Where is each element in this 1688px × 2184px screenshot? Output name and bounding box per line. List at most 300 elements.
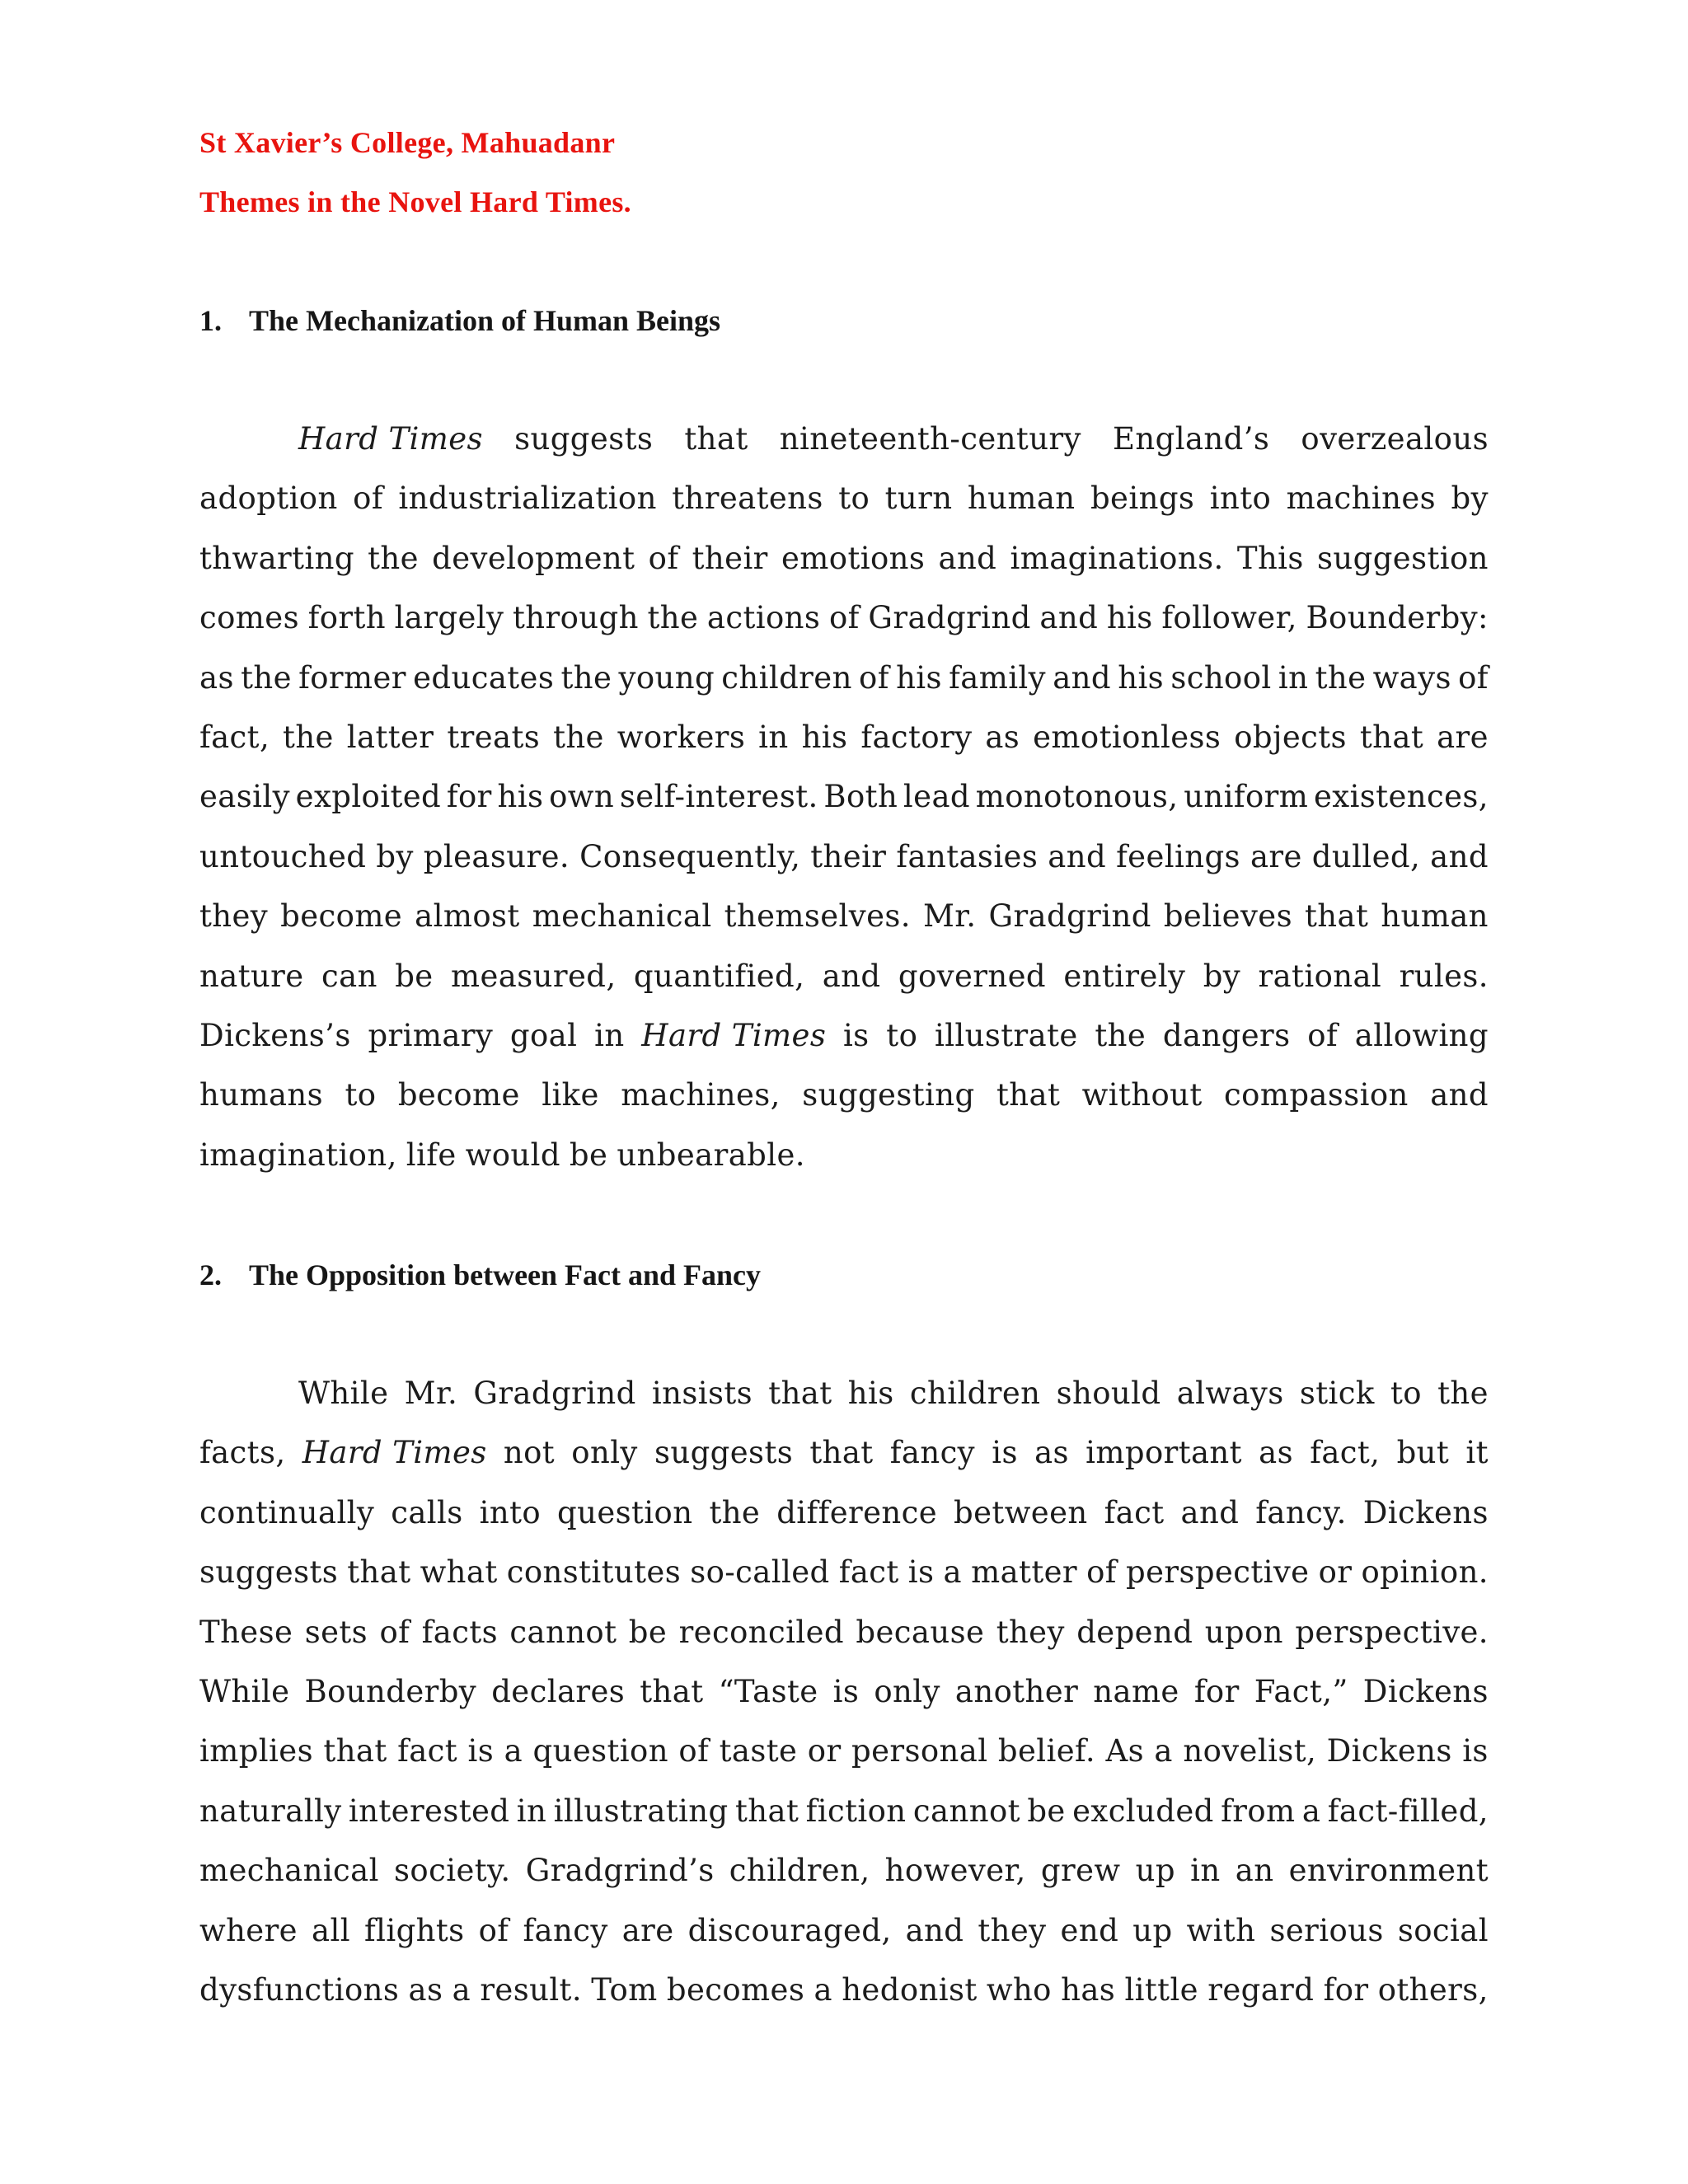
word: perspective (1125, 1554, 1310, 1591)
word: to (886, 1017, 918, 1053)
word: only (874, 1673, 940, 1709)
word: are (1437, 719, 1489, 755)
word: Dickens’s (199, 1017, 351, 1053)
word: become (280, 898, 403, 935)
word: dysfunctions (199, 1971, 400, 2008)
word: to (1390, 1376, 1422, 1411)
document-title: Themes in the Novel Hard Times. (199, 185, 631, 218)
paragraph-line (199, 1135, 1489, 1194)
word: and (822, 958, 881, 994)
word: is (992, 1435, 1018, 1471)
word: machines (1286, 480, 1437, 517)
word: reconciled (678, 1614, 844, 1650)
word: England’s (1112, 421, 1270, 457)
word: facts (421, 1614, 498, 1650)
word: workers (617, 719, 746, 755)
word: suggests (199, 1554, 339, 1591)
word: taste (719, 1733, 798, 1769)
section-1-paragraph (199, 419, 1489, 1194)
word: the (553, 719, 604, 755)
word: fact (1104, 1494, 1165, 1530)
word: in (1278, 659, 1309, 696)
word: his (497, 779, 544, 815)
word: Both (823, 779, 898, 815)
word: cannot (912, 1793, 1020, 1829)
word: educates (413, 659, 555, 696)
word: factory (860, 719, 973, 755)
word: nature (199, 958, 304, 994)
word: mechanical (199, 1853, 379, 1889)
word: fiction (805, 1793, 907, 1829)
word: human (1381, 898, 1489, 935)
section-1-title: The Mechanization of Human Beings (249, 304, 721, 337)
word: interested (348, 1793, 510, 1829)
word: unbearable. (617, 1137, 805, 1173)
word: Mr. (922, 898, 977, 935)
word: declares (491, 1673, 626, 1709)
word: fact, (1310, 1435, 1381, 1471)
word: imagination, (199, 1137, 397, 1173)
word: “Taste (718, 1673, 818, 1709)
word: largely (394, 600, 504, 636)
word: implies (199, 1733, 313, 1769)
word: a (1154, 1733, 1173, 1769)
word: human (967, 480, 1076, 517)
paragraph-line (199, 598, 1489, 657)
word: by (376, 838, 414, 874)
word: comes (199, 600, 299, 636)
word: in (594, 1017, 625, 1053)
word: and (1039, 600, 1099, 636)
word: end (1060, 1912, 1119, 1948)
word: latter (346, 719, 434, 755)
italic-title: Hard Times (302, 1435, 487, 1471)
word: the (560, 659, 612, 696)
word: be (395, 958, 434, 994)
word: overzealous (1301, 421, 1489, 457)
paragraph-line (199, 1373, 1489, 1432)
word: become (397, 1077, 520, 1113)
word: of (379, 1614, 410, 1650)
word: are (1250, 838, 1302, 874)
word: hedonist (842, 1971, 978, 2008)
word: of (828, 600, 860, 636)
word: is (467, 1733, 495, 1769)
word: calls (391, 1494, 463, 1530)
word: cannot (509, 1614, 617, 1650)
word: monotonous, (975, 779, 1179, 815)
word: serious (1269, 1912, 1384, 1948)
word: in (1190, 1853, 1221, 1889)
word: constitutes (506, 1554, 682, 1591)
word: without (1081, 1077, 1203, 1113)
word: ways (1372, 659, 1451, 696)
word: others, (1377, 1971, 1489, 2008)
word: and (1053, 659, 1111, 696)
paragraph-line (199, 837, 1489, 896)
word: of (859, 659, 889, 696)
word: discouraged, (687, 1912, 892, 1948)
paragraph-line (199, 1075, 1489, 1134)
word: dulled, (1311, 838, 1421, 874)
word: flights (364, 1912, 465, 1948)
word: primary (368, 1017, 494, 1053)
word: of (678, 1733, 710, 1769)
word: should (1056, 1376, 1161, 1411)
paragraph-line (199, 1970, 1489, 2029)
word: of (648, 540, 679, 576)
word: Tom (591, 1971, 658, 2008)
word: regard (1207, 1971, 1315, 2008)
section-2-title: The Opposition between Fact and Fancy (249, 1258, 762, 1291)
word: fact, (199, 719, 270, 755)
word: entirely (1063, 958, 1186, 994)
word: and (1430, 1077, 1489, 1113)
word: because (856, 1614, 985, 1650)
word: for (446, 779, 492, 815)
paragraph-line (199, 478, 1489, 537)
word: Fact,” (1254, 1673, 1348, 1709)
word: the (1315, 659, 1367, 696)
word: school (1170, 659, 1272, 696)
word: through (513, 600, 639, 636)
word: that (1359, 719, 1424, 755)
word: like (542, 1077, 599, 1113)
word: development (432, 540, 635, 576)
word: belief. (997, 1733, 1095, 1769)
word: fact (397, 1733, 458, 1769)
word: all (312, 1912, 350, 1948)
word: emotions (781, 540, 926, 576)
word: that (323, 1733, 387, 1769)
word: Bounderby (304, 1673, 477, 1709)
word: emotionless (1033, 719, 1221, 755)
word: fact (838, 1554, 899, 1591)
word: what (420, 1554, 498, 1591)
word: question (557, 1494, 693, 1530)
word: children, (729, 1853, 870, 1889)
word: as (199, 659, 234, 696)
word: suggests (514, 421, 654, 457)
word: his (847, 1376, 894, 1411)
word: as (1259, 1435, 1294, 1471)
word: the (647, 600, 699, 636)
word: quantified, (633, 958, 805, 994)
word: goal (509, 1017, 578, 1053)
word: as (1034, 1435, 1069, 1471)
word: by (1203, 958, 1241, 994)
word: is (907, 1554, 935, 1591)
word: While (199, 1673, 290, 1709)
word: of (353, 480, 383, 517)
word: environment (1288, 1853, 1489, 1889)
word: Gradgrind’s (525, 1853, 715, 1889)
word: forth (307, 600, 386, 636)
word: imaginations. (1010, 540, 1224, 576)
word: rational (1258, 958, 1382, 994)
word: fantasies (896, 838, 1039, 874)
word: lead (903, 779, 970, 815)
word: Gradgrind (988, 898, 1151, 935)
word: that (996, 1077, 1061, 1113)
word: Gradgrind (868, 600, 1031, 636)
word: from (1221, 1793, 1296, 1829)
word: be (1027, 1793, 1066, 1829)
word: life (406, 1137, 457, 1173)
word: that (768, 1376, 832, 1411)
word: to (838, 480, 870, 517)
word: uniform (1184, 779, 1309, 815)
word: children (721, 659, 852, 696)
word: by (1451, 480, 1489, 517)
word: a (1301, 1793, 1321, 1829)
word: follower, (1161, 600, 1297, 636)
word: always (1176, 1376, 1284, 1411)
word: While (298, 1376, 389, 1411)
word: and (905, 1912, 964, 1948)
paragraph-line (199, 896, 1489, 955)
word: personal (851, 1733, 988, 1769)
word: upon (1204, 1614, 1283, 1650)
word: that (640, 1673, 704, 1709)
word: Dickens (1362, 1673, 1489, 1709)
word: the (709, 1494, 761, 1530)
word: actions (706, 600, 821, 636)
word: themselves. (724, 898, 911, 935)
word: easily (199, 779, 290, 815)
word: depend (1076, 1614, 1193, 1650)
word: that (809, 1435, 874, 1471)
word: a (504, 1733, 523, 1769)
word: dangers (1162, 1017, 1291, 1053)
paragraph-line (199, 538, 1489, 598)
word: and (938, 540, 997, 576)
word: mechanical (532, 898, 712, 935)
word: of (1458, 659, 1489, 696)
word: but (1396, 1435, 1450, 1471)
word: Mr. (404, 1376, 458, 1411)
word: with (1186, 1912, 1256, 1948)
word: almost (415, 898, 520, 935)
paragraph-line (199, 717, 1489, 776)
word: children (909, 1376, 1041, 1411)
word: they (199, 898, 269, 935)
word: excluded (1072, 1793, 1214, 1829)
word: beings (1090, 480, 1195, 517)
word: self-interest. (619, 779, 818, 815)
word: humans (199, 1077, 324, 1113)
word: facts, (199, 1435, 286, 1471)
section-1-number: 1. (199, 304, 222, 337)
word: adoption (199, 480, 338, 517)
word: that (1305, 898, 1369, 935)
word: Gradgrind (473, 1376, 636, 1411)
word: exploited (295, 779, 442, 815)
paragraph-line (199, 1432, 1489, 1492)
word: difference (776, 1494, 938, 1530)
word: between (954, 1494, 1088, 1530)
word: illustrate (934, 1017, 1078, 1053)
paragraph-line (199, 1850, 1489, 1910)
word: compassion (1224, 1077, 1409, 1113)
paragraph-line (199, 776, 1489, 836)
word: As (1105, 1733, 1144, 1769)
word: another (954, 1673, 1079, 1709)
word: This (1236, 540, 1304, 576)
word: stick (1299, 1376, 1375, 1411)
word: are (621, 1912, 674, 1948)
word: nineteenth-century (779, 421, 1081, 457)
word: naturally (199, 1793, 342, 1829)
word: little (1124, 1971, 1198, 2008)
word: for (1193, 1673, 1240, 1709)
word: a (814, 1971, 832, 2008)
word: or (807, 1733, 842, 1769)
word: where (199, 1912, 298, 1948)
word: suggesting (802, 1077, 975, 1113)
word: continually (199, 1494, 375, 1530)
word: own (549, 779, 615, 815)
paragraph-line (199, 1493, 1489, 1552)
section-2-heading (199, 1254, 761, 1296)
word: to (345, 1077, 377, 1113)
word: feelings (1116, 838, 1240, 874)
word: illustrating (553, 1793, 729, 1829)
word: young (618, 659, 715, 696)
word: the (241, 659, 292, 696)
word: family (949, 659, 1046, 696)
word: matter (971, 1554, 1077, 1591)
section-2-paragraph (199, 1373, 1489, 2029)
word: governed (898, 958, 1046, 994)
word: who (986, 1971, 1052, 2008)
word: novelist, (1183, 1733, 1317, 1769)
word: of (1307, 1017, 1339, 1053)
word: his (1106, 600, 1153, 636)
word: can (321, 958, 377, 994)
word: his (896, 659, 942, 696)
word: fancy (889, 1435, 975, 1471)
word: in (516, 1793, 547, 1829)
word: is (832, 1673, 860, 1709)
word: the (368, 540, 419, 576)
paragraph-line (199, 1671, 1489, 1731)
word: into (479, 1494, 542, 1530)
college-name: St Xavier’s College, Mahuadanr (199, 126, 616, 159)
section-2-number: 2. (199, 1258, 222, 1291)
word: and (1048, 838, 1107, 874)
word: measured, (451, 958, 617, 994)
word: they (996, 1614, 1065, 1650)
word: opinion. (1361, 1554, 1489, 1591)
word: fact-filled, (1327, 1793, 1489, 1829)
word: result. (480, 1971, 582, 2008)
word: a (943, 1554, 962, 1591)
word: social (1397, 1912, 1489, 1948)
word: as (985, 719, 1020, 755)
paragraph-line (199, 419, 1489, 478)
word: objects (1234, 719, 1347, 755)
word: not (503, 1435, 556, 1471)
word: however, (884, 1853, 1026, 1889)
word: the (1437, 1376, 1489, 1411)
word: grew (1040, 1853, 1121, 1889)
paragraph-line (199, 956, 1489, 1015)
word: thwarting (199, 540, 354, 576)
word: only (571, 1435, 638, 1471)
word: threatens (672, 480, 823, 517)
word: in (758, 719, 789, 755)
word: up (1135, 1853, 1175, 1889)
word: fancy. (1255, 1494, 1347, 1530)
word: allowing (1354, 1017, 1489, 1053)
word: the (283, 719, 334, 755)
word: treats (447, 719, 541, 755)
section-1-heading (199, 300, 720, 341)
word: a (452, 1971, 471, 2008)
paragraph-line (199, 1015, 1489, 1075)
word: society. (394, 1853, 511, 1889)
word: believes (1163, 898, 1292, 935)
word: they (978, 1912, 1047, 1948)
word: the (1095, 1017, 1146, 1053)
word: suggests (654, 1435, 794, 1471)
word: industrialization (398, 480, 657, 517)
italic-title: Hard Times (298, 421, 483, 457)
word: his (801, 719, 848, 755)
word: machines, (621, 1077, 781, 1113)
word: as (408, 1971, 443, 2008)
word: is (1462, 1733, 1489, 1769)
word: their (810, 838, 887, 874)
paragraph-line (199, 1731, 1489, 1790)
paragraph-line (199, 1552, 1489, 1611)
word: untouched (199, 838, 367, 874)
word: sets (304, 1614, 368, 1650)
word: and (1180, 1494, 1240, 1530)
word: would (465, 1137, 560, 1173)
word: an (1235, 1853, 1274, 1889)
paragraph-line (199, 1910, 1489, 1970)
word: be (628, 1614, 668, 1650)
word: for (1323, 1971, 1369, 2008)
word: Bounderby: (1306, 600, 1489, 636)
word: pleasure. (423, 838, 570, 874)
word: and (1430, 838, 1489, 874)
word: of (478, 1912, 509, 1948)
paragraph-line (199, 1791, 1489, 1850)
word: is (842, 1017, 870, 1053)
word: Consequently, (579, 838, 801, 874)
word: their (692, 540, 768, 576)
word: up (1132, 1912, 1173, 1948)
word: into (1209, 480, 1272, 517)
word: question (532, 1733, 668, 1769)
word: so-called (690, 1554, 830, 1591)
word: name (1093, 1673, 1179, 1709)
word: fancy (523, 1912, 608, 1948)
word: Dickens (1326, 1733, 1452, 1769)
word: that (347, 1554, 411, 1591)
word: it (1465, 1435, 1489, 1471)
word: perspective. (1295, 1614, 1489, 1650)
italic-title: Hard Times (641, 1017, 827, 1053)
word: his (1118, 659, 1165, 696)
word: becomes (666, 1971, 805, 2008)
word: insists (651, 1376, 753, 1411)
word: existences, (1314, 779, 1489, 815)
paragraph-line (199, 658, 1489, 717)
